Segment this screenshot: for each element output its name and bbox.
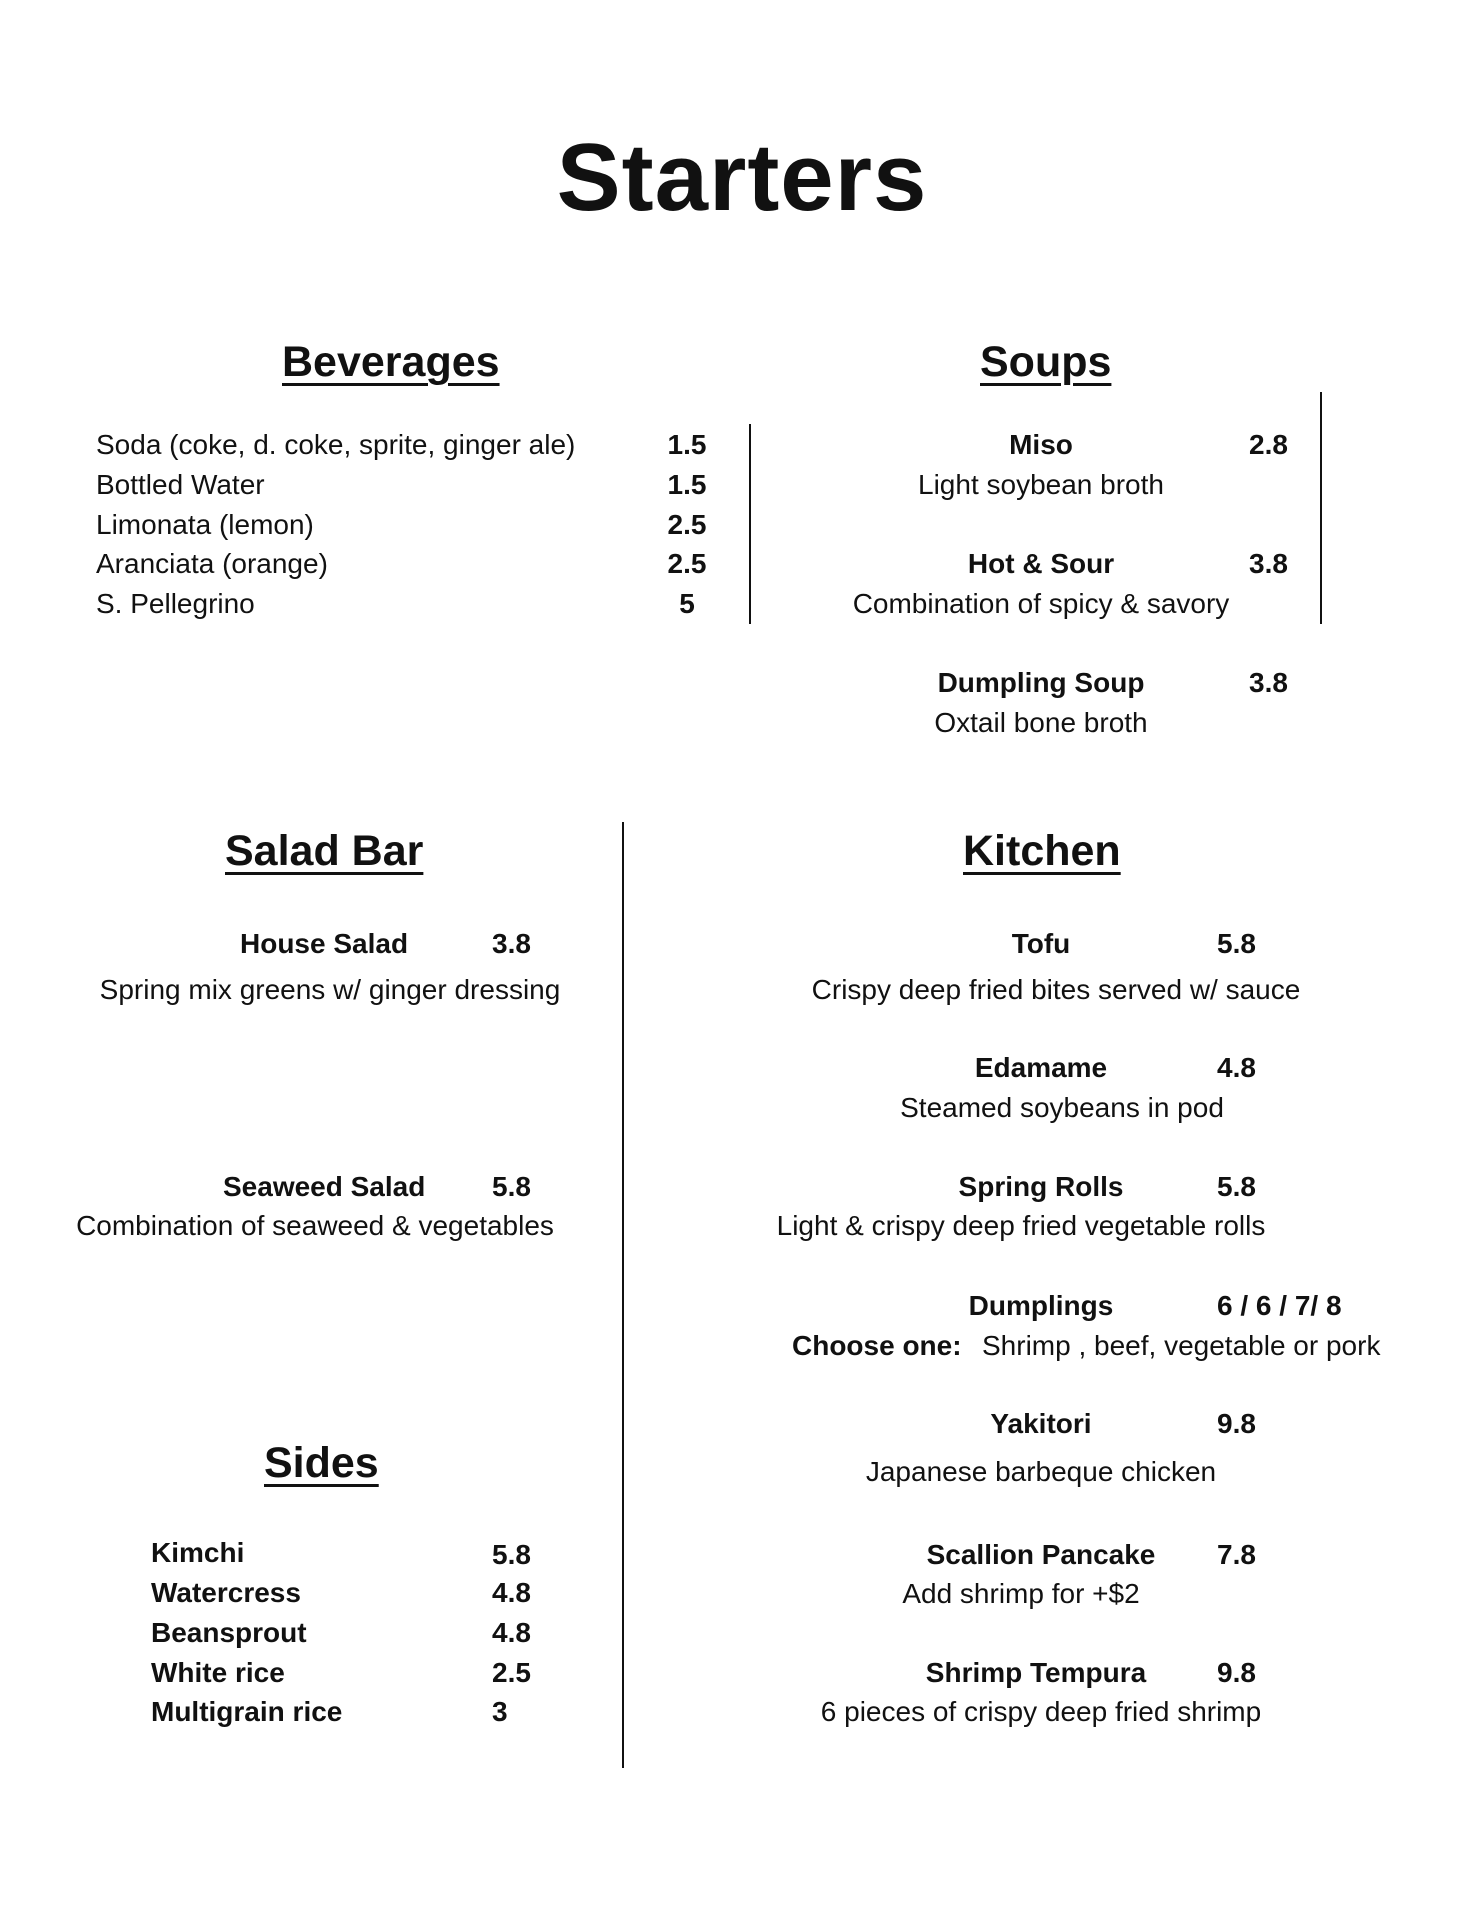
side-price: 2.5 — [492, 1657, 531, 1688]
kitchen-item-name: Yakitori — [990, 1408, 1092, 1439]
sides-heading: Sides — [264, 1439, 379, 1487]
kitchen-item-price: 9.8 — [1217, 1657, 1256, 1688]
salad-price: 5.8 — [492, 1171, 531, 1202]
kitchen-item-name: Scallion Pancake — [926, 1539, 1156, 1570]
beverage-price: 5 — [679, 588, 695, 619]
side-name: White rice — [151, 1657, 285, 1688]
beverage-price: 1.5 — [667, 469, 707, 500]
soup-name: Hot & Sour — [967, 548, 1115, 579]
salad-description: Combination of seaweed & vegetables — [76, 1210, 554, 1241]
beverage-name: Bottled Water — [96, 469, 265, 500]
beverage-price: 2.5 — [667, 548, 707, 579]
kitchen-item-description: 6 pieces of crispy deep fried shrimp — [820, 1696, 1262, 1727]
beverage-name: Aranciata (orange) — [96, 548, 328, 579]
kitchen-item-name: Edamame — [974, 1052, 1108, 1083]
salad-price: 3.8 — [492, 928, 531, 959]
kitchen-item-name: Shrimp Tempura — [925, 1657, 1147, 1688]
kitchen-item-price: 9.8 — [1217, 1408, 1256, 1439]
side-name: Beansprout — [151, 1617, 307, 1648]
kitchen-item-name: Spring Rolls — [958, 1171, 1124, 1202]
side-name: Multigrain rice — [151, 1696, 343, 1727]
side-price: 4.8 — [492, 1577, 531, 1608]
salad-bar-heading: Salad Bar — [225, 827, 424, 875]
soup-name: Dumpling Soup — [937, 667, 1145, 698]
kitchen-item-name: Tofu — [1011, 928, 1071, 959]
kitchen-heading: Kitchen — [963, 827, 1121, 875]
side-price: 3 — [492, 1696, 508, 1727]
soup-description: Light soybean broth — [918, 469, 1164, 500]
kitchen-item-description: Add shrimp for +$2 — [902, 1578, 1140, 1609]
kitchen-item-description: Crispy deep fried bites served w/ sauce — [811, 974, 1301, 1005]
kitchen-item-description: Shrimp , beef, vegetable or pork — [982, 1330, 1381, 1361]
column-divider — [622, 822, 624, 1768]
soups-right-border — [1320, 392, 1322, 624]
beverages-soups-divider — [749, 424, 751, 624]
soup-price: 3.8 — [1249, 548, 1288, 579]
soup-description: Oxtail bone broth — [934, 707, 1148, 738]
beverage-price: 2.5 — [667, 509, 707, 540]
salad-description: Spring mix greens w/ ginger dressing — [99, 974, 561, 1005]
kitchen-item-description: Japanese barbeque chicken — [865, 1456, 1217, 1487]
soup-price: 3.8 — [1249, 667, 1288, 698]
kitchen-item-description: Steamed soybeans in pod — [900, 1092, 1224, 1123]
kitchen-item-price: 7.8 — [1217, 1539, 1256, 1570]
side-name: Watercress — [151, 1577, 301, 1608]
side-price: 4.8 — [492, 1617, 531, 1648]
choose-one-label: Choose one: — [792, 1330, 962, 1361]
kitchen-item-description: Light & crispy deep fried vegetable rolls — [776, 1210, 1266, 1241]
beverage-name: Limonata (lemon) — [96, 509, 314, 540]
soup-description: Combination of spicy & savory — [852, 588, 1230, 619]
kitchen-item-price: 5.8 — [1217, 928, 1256, 959]
beverage-name: S. Pellegrino — [96, 588, 255, 619]
salad-name: House Salad — [240, 928, 409, 959]
kitchen-item-price: 4.8 — [1217, 1052, 1256, 1083]
side-name: Kimchi — [151, 1537, 245, 1568]
soup-name: Miso — [1009, 429, 1073, 460]
beverages-heading: Beverages — [282, 338, 500, 386]
kitchen-item-price: 5.8 — [1217, 1171, 1256, 1202]
beverage-name: Soda (coke, d. coke, sprite, ginger ale) — [96, 429, 576, 460]
kitchen-item-name: Dumplings — [968, 1290, 1114, 1321]
soup-price: 2.8 — [1249, 429, 1288, 460]
kitchen-item-price: 6 / 6 / 7/ 8 — [1217, 1290, 1342, 1321]
beverage-price: 1.5 — [667, 429, 707, 460]
soups-heading: Soups — [980, 338, 1112, 386]
side-price: 5.8 — [492, 1539, 531, 1570]
page-title: Starters — [556, 124, 928, 231]
salad-name: Seaweed Salad — [223, 1171, 426, 1202]
